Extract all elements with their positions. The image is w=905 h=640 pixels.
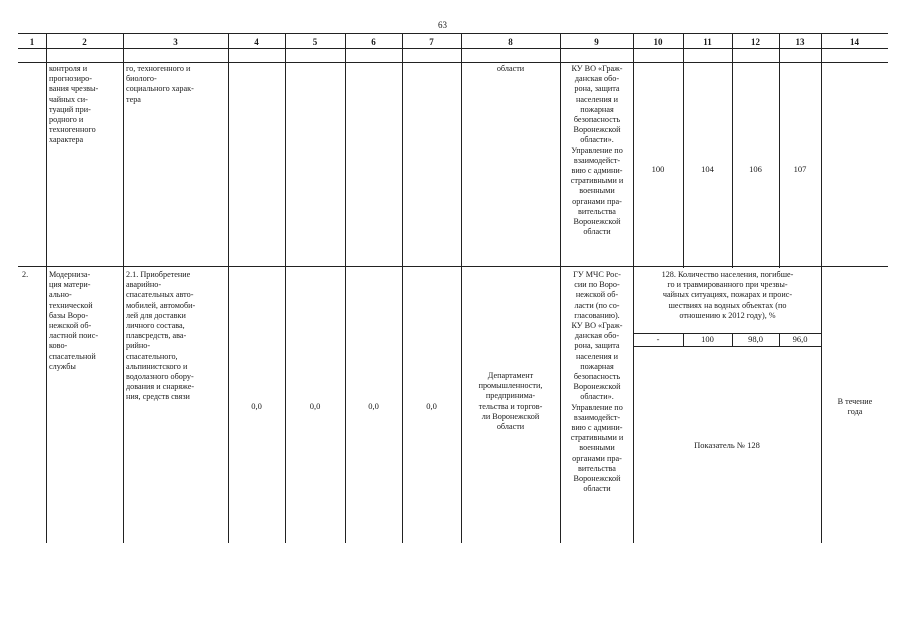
col-header-3: 3: [173, 37, 178, 47]
col-header-4: 4: [254, 37, 259, 47]
col-header-14: 14: [850, 37, 859, 47]
col-line-12: [779, 33, 780, 268]
row2-number: 2.: [22, 270, 29, 279]
col-line-4: [285, 33, 286, 543]
row2-participants: ГУ МЧС Рос- сии по Воро- нежской об- ласти (по со- гласованию). КУ ВО «Граж- данская обо- рона, защита населения и пожарная безопасность Воронежской области». Управление по взаимодейст- вию с админи- стративными и военными органами пра- вительства Воронежской области: [570, 270, 624, 494]
col-header-9: 9: [594, 37, 599, 47]
row1-value-13: 107: [793, 164, 807, 174]
col-header-5: 5: [312, 37, 318, 47]
col-header-6: 6: [371, 37, 376, 47]
row2-value-7: 0,0: [426, 401, 437, 411]
indicator-values-bottom-line: [633, 346, 821, 347]
row2-value-6: 0,0: [368, 401, 379, 411]
row2-activity: 2.1. Приобретение аварийно- спасательных авто- мобилей, автомоби- лей для доставки личного состава, плавсредств, ава- рийно- спасательного, альпинистского и водолазного обору- дования и снаряже- ния, средств связи: [126, 270, 196, 402]
page-number: 63: [438, 20, 447, 30]
col-header-8: 8: [508, 37, 513, 47]
row2-value-13: 96,0: [792, 334, 808, 344]
row1-responsible: области: [496, 64, 525, 73]
col-header-7: 7: [429, 37, 434, 47]
col-header-11: 11: [703, 37, 712, 47]
header-bottom-line: [18, 48, 888, 49]
col-line-2: [123, 33, 124, 543]
col-line-7: [461, 33, 462, 543]
row1-activity: го, техногенного и биолого- социального харак- тера: [126, 64, 194, 104]
row1-value-12: 106: [749, 164, 762, 174]
col-line-9: [633, 33, 634, 543]
row-separator-line: [18, 266, 888, 267]
row2-value-12: 98,0: [748, 334, 763, 344]
col-header-13: 13: [795, 37, 805, 47]
row1-measure-name: контроля и прогнозиро- вания чрезвы- чайных си- туаций при- родного и техногенного характера: [49, 64, 99, 145]
row2-measure-name: Модерниза- ция матери- ально- технической базы Воро- нежской об- ластной поис- ково- спасательной службы: [49, 270, 99, 371]
body-top-line: [18, 62, 888, 63]
row2-indicator-label: Показатель № 128: [694, 440, 760, 450]
col-line-10: [683, 33, 684, 268]
col-line-1: [46, 33, 47, 543]
row2-responsible: Департамент промышленности, предпринима- тельства и торгов- ли Воронежской области: [478, 371, 543, 432]
row2-value-10: -: [656, 334, 660, 344]
col-line-3: [228, 33, 229, 543]
col-line-5: [345, 33, 346, 543]
row2-value-5: 0,0: [309, 401, 321, 411]
header-top-line: [18, 33, 888, 34]
col-line-13: [821, 33, 822, 543]
col-header-10: 10: [653, 37, 663, 47]
row2-deadline: В течение года: [837, 397, 873, 417]
col-header-2: 2: [82, 37, 87, 47]
row1-participants: КУ ВО «Граж- данская обо- рона, защита населения и пожарная безопасность Воронежской области». Управление по взаимодейст- вию с админи- стративными и военными органами пра- вительства Воронежской области: [570, 64, 624, 237]
row1-value-10: 100: [651, 164, 665, 174]
row2-indicator-text: 128. Количество населения, погибше- го и травмированного при чрезвы- чайных ситуациях, пожарах и проис- шествиях на водных объектах (по отношению к 2012 году), %: [661, 270, 794, 320]
row2-value-4: 0,0: [251, 401, 262, 411]
row2-value-11: 100: [701, 334, 714, 344]
col-header-1: 1: [29, 37, 35, 47]
row1-value-11: 104: [701, 164, 714, 174]
col-line-6: [402, 33, 403, 543]
col-header-12: 12: [751, 37, 760, 47]
col-line-11: [732, 33, 733, 268]
